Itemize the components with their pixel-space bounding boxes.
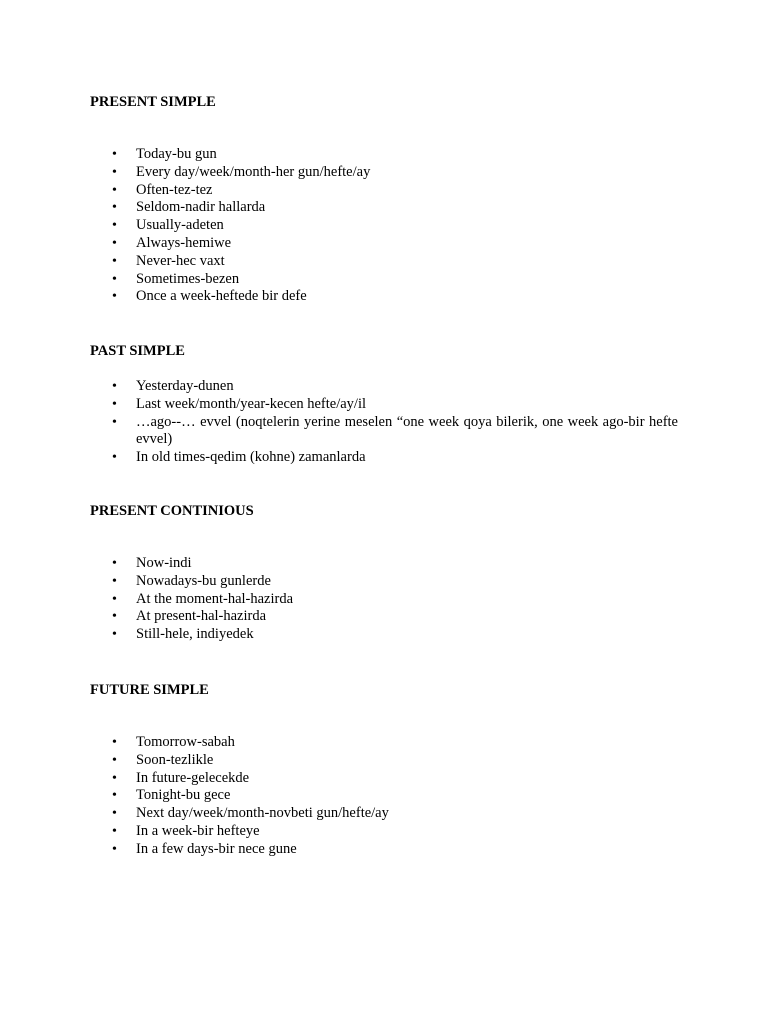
list-item	[90, 199, 678, 217]
list-item	[90, 235, 678, 253]
list-item	[90, 770, 678, 788]
bullet-icon: •	[112, 609, 117, 625]
bullet-icon: •	[112, 200, 117, 216]
list-item-text: At the moment-hal-hazirda	[136, 590, 294, 607]
bullet-list	[90, 734, 678, 859]
bullet-icon: •	[112, 806, 117, 822]
list-item-text: Yesterday-dunen	[136, 378, 234, 394]
list-item-text: Often-tez-tez	[136, 181, 213, 198]
list-item-text: Now-indi	[136, 555, 192, 571]
bullet-icon: •	[112, 379, 117, 394]
list-item	[90, 805, 678, 823]
list-item	[90, 752, 678, 770]
list-item-text: Once a week-heftede bir defe	[136, 288, 307, 305]
section-present-simple	[90, 93, 678, 306]
bullet-icon: •	[112, 271, 117, 287]
section-past-simple	[90, 342, 678, 467]
list-item	[90, 146, 678, 164]
bullet-icon: •	[112, 414, 117, 430]
bullet-icon: •	[112, 253, 117, 269]
list-item-text: In old times-qedim (kohne) zamanlarda	[136, 449, 366, 466]
list-item-text: Last week/month/year-kecen hefte/ay/il	[136, 395, 366, 412]
bullet-icon: •	[112, 823, 117, 839]
list-item-text: Usually-adeten	[136, 217, 224, 234]
list-item	[90, 378, 678, 396]
list-item	[90, 823, 678, 841]
bullet-icon: •	[112, 147, 117, 162]
bullet-icon: •	[112, 289, 117, 305]
list-item-text: In a week-bir hefteye	[136, 822, 260, 839]
section-heading: PRESENT CONTINIOUS	[90, 503, 254, 519]
list-item-text: At present-hal-hazirda	[136, 608, 267, 625]
list-item	[90, 253, 678, 271]
list-item-text: Nowadays-bu gunlerde	[136, 572, 271, 589]
list-item	[90, 396, 678, 414]
list-item-text: In future-gelecekde	[136, 769, 250, 786]
bullet-icon: •	[112, 164, 117, 180]
list-item	[90, 288, 678, 306]
list-item	[90, 449, 678, 467]
list-item-text: Never-hec vaxt	[136, 252, 225, 269]
list-item-text: Still-hele, indiyedek	[136, 626, 254, 643]
list-item-text: Soon-tezlikle	[136, 751, 214, 768]
bullet-icon: •	[112, 573, 117, 589]
bullet-icon: •	[112, 627, 117, 643]
list-item	[90, 841, 678, 859]
list-item-text: Seldom-nadir hallarda	[136, 199, 266, 216]
list-item	[90, 734, 678, 752]
list-item-text: Sometimes-bezen	[136, 270, 240, 287]
section-heading: FUTURE SIMPLE	[90, 682, 209, 698]
bullet-icon: •	[112, 182, 117, 198]
section-future-simple	[90, 681, 678, 859]
bullet-list	[90, 378, 678, 467]
list-item	[90, 414, 678, 450]
list-item	[90, 164, 678, 182]
bullet-icon: •	[112, 235, 117, 251]
list-item-text: …ago--… evvel (noqtelerin yerine meselen “one week qoya bilerik, one week ago-bir hefte evvel)	[136, 413, 678, 448]
section-heading: PAST SIMPLE	[90, 343, 185, 359]
bullet-icon: •	[112, 841, 117, 857]
list-item	[90, 626, 678, 644]
bullet-icon: •	[112, 735, 117, 750]
bullet-icon: •	[112, 218, 117, 234]
bullet-list	[90, 555, 678, 644]
list-item-text: Every day/week/month-her gun/hefte/ay	[136, 163, 371, 180]
bullet-icon: •	[112, 770, 117, 786]
list-item	[90, 787, 678, 805]
list-item-text: Tomorrow-sabah	[136, 734, 235, 750]
bullet-icon: •	[112, 591, 117, 607]
list-item	[90, 217, 678, 235]
list-item-text: Always-hemiwe	[136, 234, 232, 251]
list-item	[90, 573, 678, 591]
list-item	[90, 271, 678, 289]
bullet-icon: •	[112, 788, 117, 804]
list-item-text: In a few days-bir nece gune	[136, 840, 297, 857]
bullet-list	[90, 146, 678, 306]
list-item	[90, 182, 678, 200]
bullet-icon: •	[112, 396, 117, 412]
section-present-continuous	[90, 502, 678, 644]
bullet-icon: •	[112, 752, 117, 768]
list-item	[90, 555, 678, 573]
list-item	[90, 608, 678, 626]
bullet-icon: •	[112, 556, 117, 571]
list-item	[90, 591, 678, 609]
list-item-text: Tonight-bu gece	[136, 787, 231, 804]
list-item-text: Next day/week/month-novbeti gun/hefte/ay	[136, 805, 389, 822]
bullet-icon: •	[112, 450, 117, 466]
section-heading: PRESENT SIMPLE	[90, 94, 216, 110]
list-item-text: Today-bu gun	[136, 146, 217, 162]
